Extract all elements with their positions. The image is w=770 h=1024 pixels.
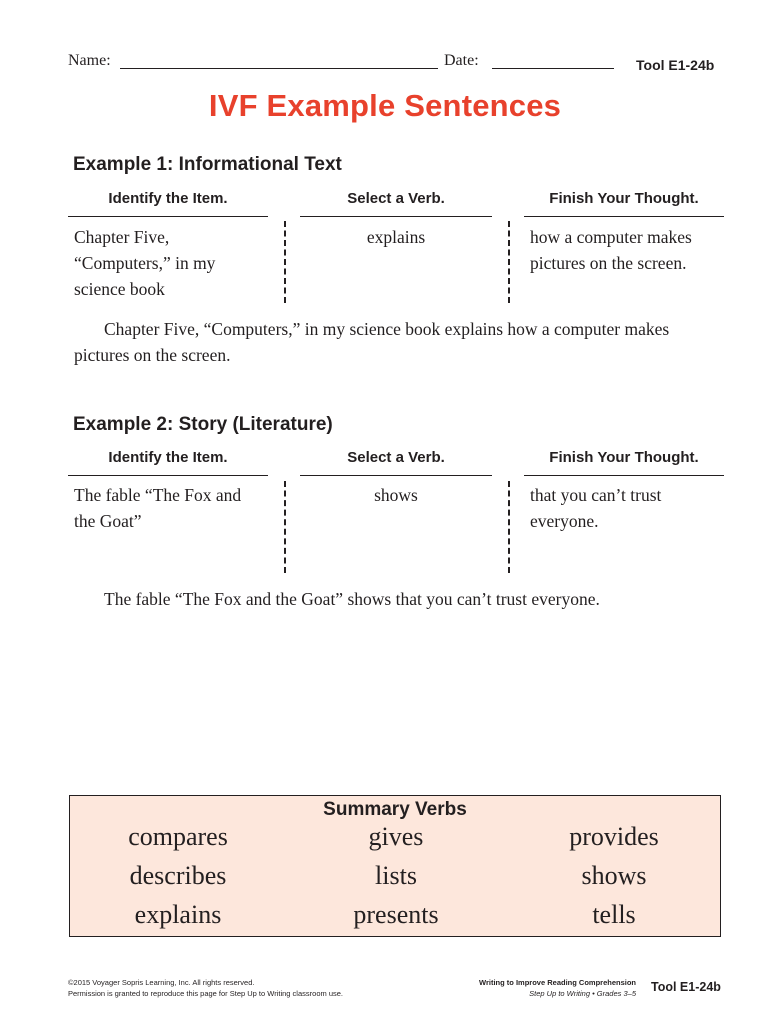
footer-permission: Permission is granted to reproduce this page for Step Up to Writing classroom use. [68, 989, 343, 998]
footer-series: Step Up to Writing • Grades 3–5 [529, 989, 636, 998]
summary-verb: compares [128, 822, 228, 851]
summary-verb: describes [129, 861, 227, 890]
summary-verb: explains [134, 900, 222, 929]
example2-sentence-line: The fable “The Fox and the Goat” shows that you can’t trust everyone. [104, 589, 600, 609]
tool-label-top: Tool E1-24b [636, 57, 715, 73]
example2-rule-finish [524, 475, 724, 476]
example2-thought-line: that you can’t trust [530, 485, 662, 505]
example1-rule-finish [524, 216, 724, 217]
example2-verb: shows [374, 485, 418, 505]
footer-book-block [440, 977, 636, 999]
summary-verb: gives [368, 822, 424, 851]
summary-verb: tells [592, 900, 636, 929]
summary-verb: provides [569, 822, 659, 851]
footer-copyright-block [68, 977, 428, 999]
summary-verb: lists [375, 861, 417, 890]
example2-col-finish: Finish Your Thought. [549, 449, 699, 466]
date-label: Date: [444, 52, 479, 69]
example1-verb: explains [366, 227, 426, 247]
example1-rule-verb [300, 216, 492, 217]
example1-sentence-line: pictures on the screen. [74, 345, 231, 365]
example2-thought [530, 482, 730, 534]
example2-heading: Example 2: Story (Literature) [73, 414, 333, 435]
example2-rule-verb [300, 475, 492, 476]
page-title: IVF Example Sentences [208, 88, 562, 123]
name-blank-line[interactable] [120, 68, 438, 69]
example1-sentence-line: Chapter Five, “Computers,” in my science book explains how a computer makes [104, 319, 670, 339]
example1-thought [530, 224, 730, 276]
example2-divider-2 [508, 481, 510, 573]
example2-item-line: The fable “The Fox and [74, 485, 242, 505]
example1-thought-line: how a computer makes [530, 227, 692, 247]
example1-col-verb: Select a Verb. [347, 190, 445, 207]
name-label: Name: [68, 52, 111, 69]
tool-label-bottom: Tool E1-24b [651, 980, 721, 994]
example2-item [74, 482, 274, 534]
example2-thought-line: everyone. [530, 511, 599, 531]
example1-sentence [74, 316, 734, 368]
footer-book-title: Writing to Improve Reading Comprehension [479, 978, 636, 987]
example1-heading: Example 1: Informational Text [73, 154, 342, 175]
example1-col-finish: Finish Your Thought. [549, 190, 699, 207]
example1-thought-line: pictures on the screen. [530, 253, 687, 273]
date-blank-line[interactable] [492, 68, 614, 69]
summary-verb: shows [581, 861, 647, 890]
example1-item [74, 224, 274, 302]
example1-divider-1 [284, 221, 286, 303]
example2-col-identify: Identify the Item. [108, 449, 228, 466]
summary-verbs-box [69, 795, 721, 937]
summary-verbs-title: Summary Verbs [323, 799, 467, 820]
example2-col-verb: Select a Verb. [347, 449, 445, 466]
example1-item-line: “Computers,” in my [74, 253, 216, 273]
example1-col-identify: Identify the Item. [108, 190, 228, 207]
example2-item-line: the Goat” [74, 511, 142, 531]
example1-divider-2 [508, 221, 510, 303]
example1-item-line: science book [74, 279, 165, 299]
example2-divider-1 [284, 481, 286, 573]
footer-copyright: ©2015 Voyager Sopris Learning, Inc. All rights reserved. [68, 978, 255, 987]
example2-sentence [104, 586, 744, 612]
example1-rule-identify [68, 216, 268, 217]
example2-rule-identify [68, 475, 268, 476]
summary-verb: presents [353, 900, 439, 929]
example1-item-line: Chapter Five, [74, 227, 170, 247]
